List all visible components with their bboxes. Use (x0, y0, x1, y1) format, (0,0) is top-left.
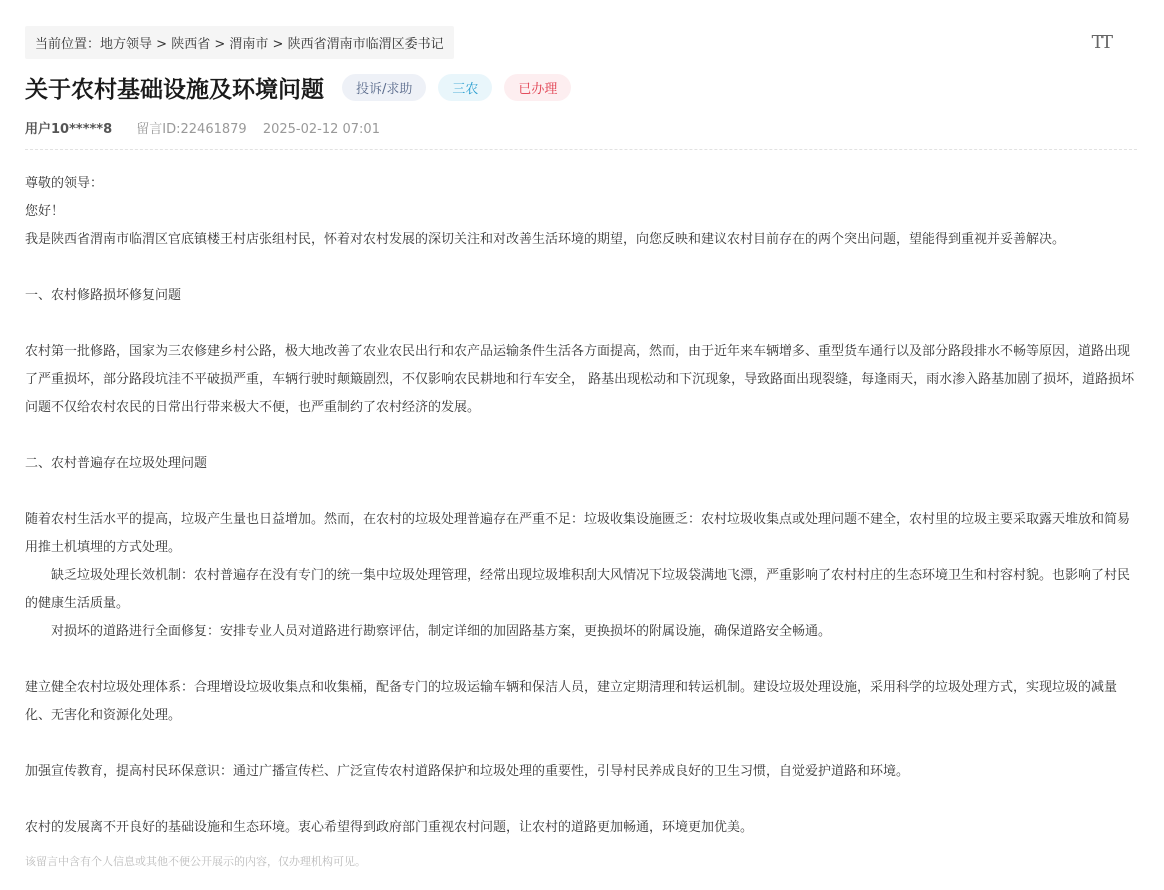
repair-paragraph: 对损坏的道路进行全面修复：安排专业人员对道路进行勘察评估，制定详细的加固路基方案，更换损坏的附属设施，确保道路安全畅通。 (51, 624, 832, 639)
breadcrumb-item-city[interactable]: 渭南市 (229, 37, 269, 52)
breadcrumb-item-leaders[interactable]: 地方领导 (100, 37, 153, 52)
message-id: 留言ID:22461879 (136, 122, 247, 137)
breadcrumb-separator: > (268, 37, 288, 52)
roads-paragraph: 农村第一批修路，国家为三农修建乡村公路，极大地改善了农业农民出行和农产品运输条件生活各方面提高，然而，由于近年来车辆增多、重型货车通行以及部分路段排水不畅等原因，道路出现了严重损坏，部分路段坑洼不平破损严重，车辆行驶时颠簸剧烈，不仅影响农民耕地和行车安全， 路基出现松动和下沉现象，导致路面出现裂缝，每逢雨天，雨水渗入路基加剧了损坏，道路损坏问题不仅给农村农民的日常出行带来极大不便，也严重制约了农村经济的发展。 (25, 344, 1135, 415)
section-heading-garbage: 二、农村普遍存在垃圾处理问题 (25, 456, 208, 471)
message-body (25, 170, 1137, 876)
intro-paragraph: 我是陕西省渭南市临渭区官底镇楼王村店张组村民，怀着对农村发展的深切关注和对改善生活环境的期望，向您反映和建议农村目前存在的两个突出问题，望能得到重视并妥善解决。 (25, 232, 1066, 247)
tag-type-badge: 投诉/求助 (342, 74, 426, 101)
hello: 您好！ (25, 204, 65, 219)
garbage-paragraph: 随着农村生活水平的提高，垃圾产生量也日益增加。然而，在农村的垃圾处理普遍存在严重不足：垃圾收集设施匮乏：农村垃圾收集点或处理问题不建全，农村里的垃圾主要采取露天堆放和简易用推土机填埋的方式处理。 (25, 512, 1131, 555)
closing-paragraph: 农村的发展离不开良好的基础设施和生态环境。衷心希望得到政府部门重视农村问题，让农村的道路更加畅通，环境更加优美。 (25, 820, 754, 835)
tag-category-badge: 三农 (438, 74, 492, 101)
system-paragraph: 建立健全农村垃圾处理体系：合理增设垃圾收集点和收集桶，配备专门的垃圾运输车辆和保洁人员，建立定期清理和转运机制。建设垃圾处理设施，采用科学的垃圾处理方式，实现垃圾的减量化、无害化和资源化处理。 (25, 680, 1118, 723)
section-heading-roads: 一、农村修路损坏修复问题 (25, 288, 182, 303)
text-size-icon[interactable]: TT (1091, 32, 1110, 53)
message-page (25, 26, 1137, 876)
education-paragraph: 加强宣传教育，提高村民环保意识：通过广播宣传栏、广泛宣传农村道路保护和垃圾处理的重要性，引导村民养成良好的卫生习惯，自觉爱护道路和环境。 (25, 764, 910, 779)
breadcrumb-prefix: 当前位置： (35, 37, 101, 52)
page-title: 关于农村基础设施及环境问题 (25, 77, 324, 103)
breadcrumb-separator: > (210, 37, 230, 52)
breadcrumb (25, 26, 454, 59)
breadcrumb-item-secretary[interactable]: 陕西省渭南市临渭区委书记 (287, 37, 444, 52)
mechanism-paragraph: 缺乏垃圾处理长效机制：农村普遍存在没有专门的统一集中垃圾处理管理，经常出现垃圾堆积刮大风情况下垃圾袋满地飞漂，严重影响了农村村庄的生态环境卫生和村容村貌。也影响了村民的健康生活质量。 (25, 568, 1131, 611)
privacy-note: 该留言中含有个人信息或其他不便公开展示的内容，仅办理机构可见。 (25, 855, 366, 868)
status-badge: 已办理 (504, 74, 571, 101)
message-datetime: 2025-02-12 07:01 (262, 122, 380, 137)
message-meta (25, 118, 1137, 150)
greeting: 尊敬的领导： (25, 176, 104, 191)
breadcrumb-separator: > (152, 37, 172, 52)
title-row (25, 71, 1137, 104)
author-name: 用户10*****8 (25, 122, 113, 137)
breadcrumb-item-province[interactable]: 陕西省 (171, 37, 211, 52)
